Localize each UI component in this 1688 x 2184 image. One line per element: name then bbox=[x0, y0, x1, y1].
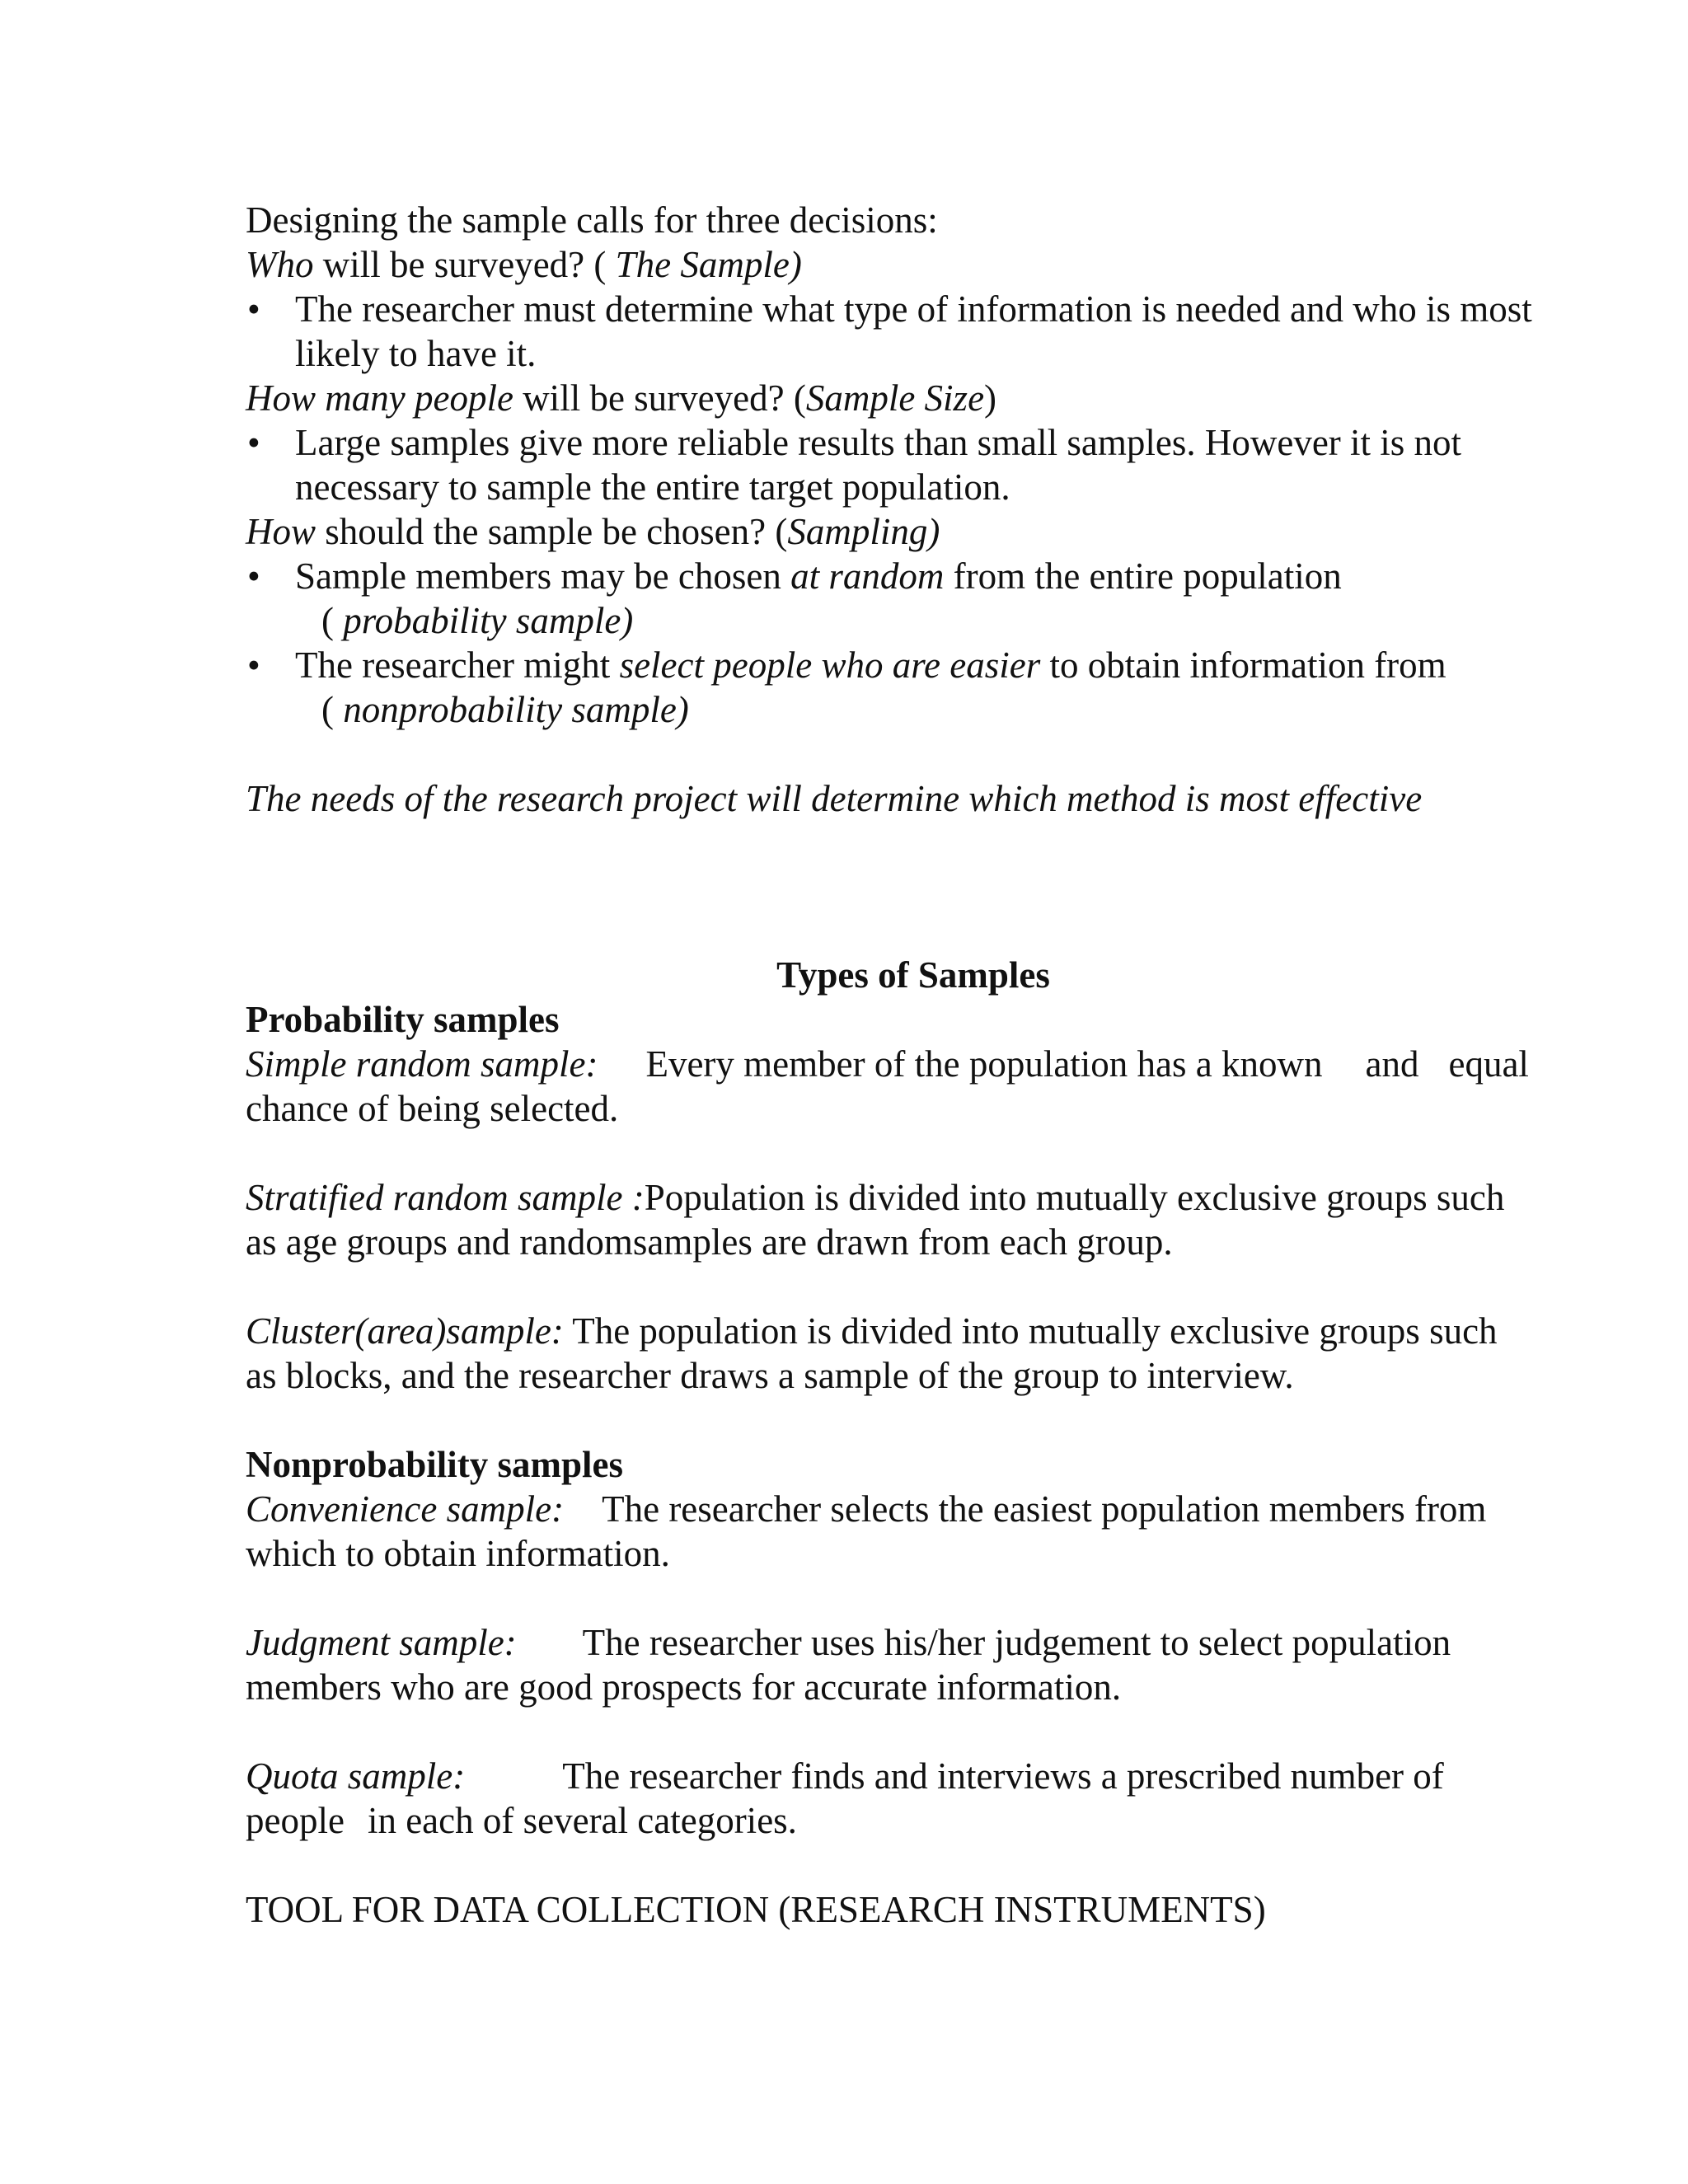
section-heading: Types of Samples bbox=[776, 954, 1050, 996]
definition-continuation: which to obtain information. bbox=[246, 1533, 670, 1574]
bullet-icon: • bbox=[247, 422, 260, 463]
question-how: How should the sample be chosen? (Sampling) bbox=[246, 511, 940, 552]
conclusion-line: The needs of the research project will determine which method is most effective bbox=[246, 778, 1423, 819]
bullet-icon: • bbox=[247, 644, 260, 686]
definition-continuation: people in each of several categories. bbox=[246, 1800, 797, 1841]
intro-line: Designing the sample calls for three decisions: bbox=[246, 199, 938, 241]
page-content bbox=[246, 198, 1581, 1932]
bullet-continuation: likely to have it. bbox=[295, 333, 537, 374]
definition-cluster: Cluster(area)sample: The population is divided into mutually exclusive groups such bbox=[246, 1310, 1498, 1352]
question-who: Who will be surveyed? ( The Sample) bbox=[246, 244, 802, 285]
bullet-icon: • bbox=[247, 555, 260, 597]
bullet-item: • The researcher must determine what type of information is needed and who is most bbox=[247, 288, 1532, 330]
definition-stratified: Stratified random sample :Population is divided into mutually exclusive groups such bbox=[246, 1177, 1505, 1218]
definition-continuation: as blocks, and the researcher draws a sample of the group to interview. bbox=[246, 1355, 1294, 1396]
question-how-many: How many people will be surveyed? (Sample Size) bbox=[246, 377, 997, 419]
definition-continuation: chance of being selected. bbox=[246, 1088, 619, 1129]
definition-continuation: as age groups and randomsamples are drawn from each group. bbox=[246, 1221, 1173, 1263]
nonprobability-heading: Nonprobability samples bbox=[246, 1444, 624, 1485]
definition-convenience: Convenience sample: The researcher selects the easiest population members from bbox=[246, 1488, 1487, 1530]
bullet-continuation: necessary to sample the entire target population. bbox=[295, 466, 1010, 508]
bullet-icon: • bbox=[247, 288, 260, 330]
probability-heading: Probability samples bbox=[246, 999, 560, 1040]
bullet-continuation: ( nonprobability sample) bbox=[321, 689, 689, 730]
tool-heading: TOOL FOR DATA COLLECTION (RESEARCH INSTRUMENTS) bbox=[246, 1889, 1266, 1930]
definition-judgment: Judgment sample: The researcher uses his/her judgement to select population bbox=[246, 1622, 1451, 1663]
definition-simple: Simple random sample: Every member of the population has a known and equal bbox=[246, 1043, 1529, 1085]
definition-continuation: members who are good prospects for accurate information. bbox=[246, 1666, 1122, 1708]
bullet-item: • The researcher might select people who are easier to obtain information from bbox=[247, 644, 1447, 686]
bullet-item: • Large samples give more reliable results than small samples. However it is not bbox=[247, 422, 1462, 463]
definition-quota: Quota sample: The researcher finds and interviews a prescribed number of bbox=[246, 1755, 1444, 1797]
bullet-item: • Sample members may be chosen at random from the entire population bbox=[247, 555, 1342, 597]
question-who-term: Who bbox=[246, 244, 314, 285]
bullet-continuation: ( probability sample) bbox=[321, 600, 634, 641]
